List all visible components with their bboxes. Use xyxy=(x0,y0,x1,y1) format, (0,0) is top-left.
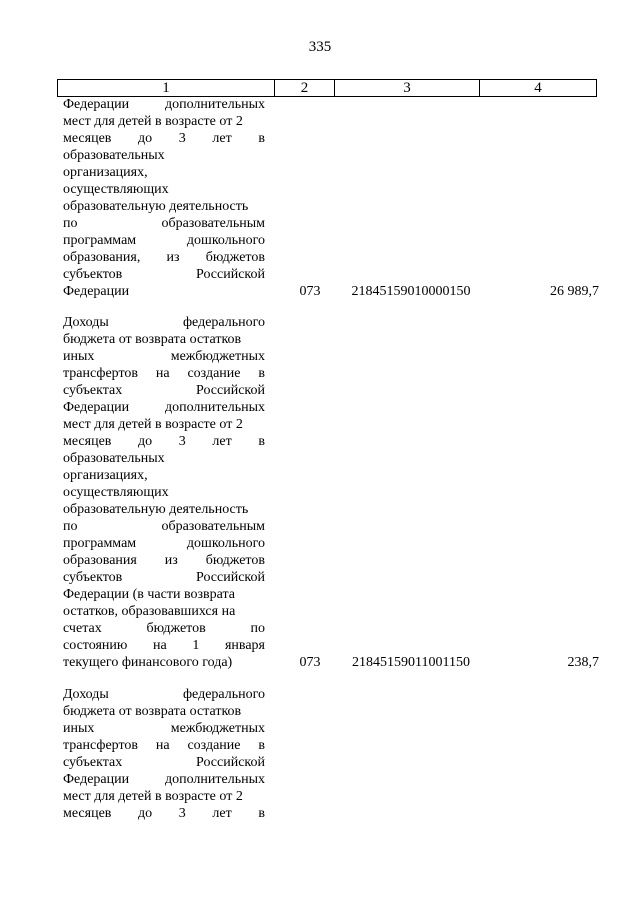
description-line xyxy=(63,433,265,450)
description-line xyxy=(63,552,265,569)
description-word: субъектов xyxy=(63,570,123,585)
description-line: образовательных xyxy=(63,451,165,466)
description-word: до xyxy=(138,131,153,146)
description-line xyxy=(63,737,265,754)
description-line: осуществляющих xyxy=(63,485,169,500)
description-word: бюджетов xyxy=(146,621,206,636)
description-line xyxy=(63,805,265,822)
description-word: бюджетов xyxy=(205,553,265,568)
description-word: дополнительных xyxy=(164,97,265,112)
description-word: образования, xyxy=(63,250,141,265)
table-row xyxy=(63,686,599,822)
column-header-3: 3 xyxy=(335,80,480,96)
description-line xyxy=(63,314,265,331)
description-word: в xyxy=(258,131,265,146)
description-line xyxy=(63,620,265,637)
description-word: 3 xyxy=(178,434,186,449)
column-header-4: 4 xyxy=(534,80,542,96)
description-line xyxy=(63,365,265,382)
description-word: в xyxy=(258,738,265,753)
description-line: организациях, xyxy=(63,468,148,483)
description-word: образовательным xyxy=(161,216,265,231)
description-line: Федерации xyxy=(63,284,130,299)
description-word: лет xyxy=(212,806,232,821)
description-line xyxy=(63,96,265,113)
description-word: до xyxy=(138,434,153,449)
row-description xyxy=(63,96,265,300)
description-word: Доходы xyxy=(63,687,109,702)
column-header-1: 1 xyxy=(58,80,275,96)
row-description xyxy=(63,314,265,671)
description-line: остатков, образовавшихся на xyxy=(63,604,236,619)
description-line xyxy=(63,232,265,249)
description-line: мест для детей в возрасте от 2 xyxy=(63,789,243,804)
description-line: организациях, xyxy=(63,165,148,180)
description-word: месяцев xyxy=(63,434,112,449)
description-word: дополнительных xyxy=(164,772,265,787)
description-word: до xyxy=(138,806,153,821)
description-word: трансфертов xyxy=(63,366,139,381)
row-description xyxy=(63,686,265,822)
description-word: дополнительных xyxy=(164,400,265,415)
description-line: образовательную деятельность xyxy=(63,199,249,214)
description-line xyxy=(63,215,265,232)
description-word: Российской xyxy=(196,383,265,398)
description-line xyxy=(63,720,265,737)
description-line xyxy=(63,771,265,788)
description-word: Федерации xyxy=(63,97,130,112)
description-line xyxy=(63,686,265,703)
description-line: мест для детей в возрасте от 2 xyxy=(63,114,243,129)
row-code: 073 xyxy=(299,655,321,670)
description-word: месяцев xyxy=(63,806,112,821)
description-word: 3 xyxy=(178,131,186,146)
row-code: 073 xyxy=(299,284,321,299)
row-kbk: 21845159010000150 xyxy=(351,284,471,299)
description-word: на xyxy=(155,366,170,381)
description-line xyxy=(63,266,265,283)
description-word: иных xyxy=(63,721,95,736)
description-line xyxy=(63,348,265,365)
description-word: межбюджетных xyxy=(170,721,265,736)
row-amount: 26 989,7 xyxy=(550,284,599,299)
description-word: образования xyxy=(63,553,137,568)
description-word: Федерации xyxy=(63,400,130,415)
description-word: субъектах xyxy=(63,755,123,770)
table-row xyxy=(63,314,599,671)
description-word: на xyxy=(155,738,170,753)
description-word: дошкольного xyxy=(186,233,265,248)
description-word: федерального xyxy=(182,315,265,330)
description-line xyxy=(63,518,265,535)
description-line xyxy=(63,569,265,586)
page-number: 335 xyxy=(308,39,332,55)
description-word: счетах xyxy=(63,621,102,636)
description-word: межбюджетных xyxy=(170,349,265,364)
description-word: по xyxy=(63,216,78,231)
description-word: Российской xyxy=(196,570,265,585)
description-line xyxy=(63,249,265,266)
description-word: в xyxy=(258,806,265,821)
description-word: образовательным xyxy=(161,519,265,534)
description-word: федерального xyxy=(182,687,265,702)
description-line xyxy=(63,535,265,552)
description-word: субъектах xyxy=(63,383,123,398)
description-word: месяцев xyxy=(63,131,112,146)
description-word: Российской xyxy=(196,755,265,770)
column-header-2: 2 xyxy=(275,80,335,96)
description-word: Доходы xyxy=(63,315,109,330)
description-word: из xyxy=(164,553,178,568)
description-word: 1 xyxy=(192,638,200,653)
description-word: создание xyxy=(187,366,241,381)
description-line: мест для детей в возрасте от 2 xyxy=(63,417,243,432)
description-line xyxy=(63,382,265,399)
description-word: лет xyxy=(212,131,232,146)
description-word: бюджетов xyxy=(205,250,265,265)
row-amount: 238,7 xyxy=(567,655,599,670)
description-word: по xyxy=(63,519,78,534)
description-line: Федерации (в части возврата xyxy=(63,587,235,602)
table-header xyxy=(57,79,597,97)
description-word: по xyxy=(250,621,265,636)
description-line xyxy=(63,399,265,416)
description-line: образовательных xyxy=(63,148,165,163)
description-word: иных xyxy=(63,349,95,364)
table-row xyxy=(63,96,599,300)
description-line xyxy=(63,637,265,654)
description-word: из xyxy=(166,250,180,265)
description-word: Федерации xyxy=(63,772,130,787)
description-word: субъектов xyxy=(63,267,123,282)
description-word: Российской xyxy=(196,267,265,282)
row-kbk: 21845159011001150 xyxy=(352,655,470,670)
description-line: осуществляющих xyxy=(63,182,169,197)
description-line: образовательную деятельность xyxy=(63,502,249,517)
description-word: создание xyxy=(187,738,241,753)
description-line: бюджета от возврата остатков xyxy=(63,704,242,719)
description-word: программам xyxy=(63,233,137,248)
description-line xyxy=(63,130,265,147)
description-word: на xyxy=(152,638,167,653)
description-line xyxy=(63,754,265,771)
description-word: в xyxy=(258,434,265,449)
description-word: дошкольного xyxy=(186,536,265,551)
description-word: января xyxy=(224,638,265,653)
description-word: трансфертов xyxy=(63,738,139,753)
description-word: 3 xyxy=(178,806,186,821)
description-word: в xyxy=(258,366,265,381)
description-word: программам xyxy=(63,536,137,551)
description-word: состоянию xyxy=(63,638,128,653)
description-word: лет xyxy=(212,434,232,449)
description-line: бюджета от возврата остатков xyxy=(63,332,242,347)
description-line: текущего финансового года) xyxy=(63,655,233,670)
